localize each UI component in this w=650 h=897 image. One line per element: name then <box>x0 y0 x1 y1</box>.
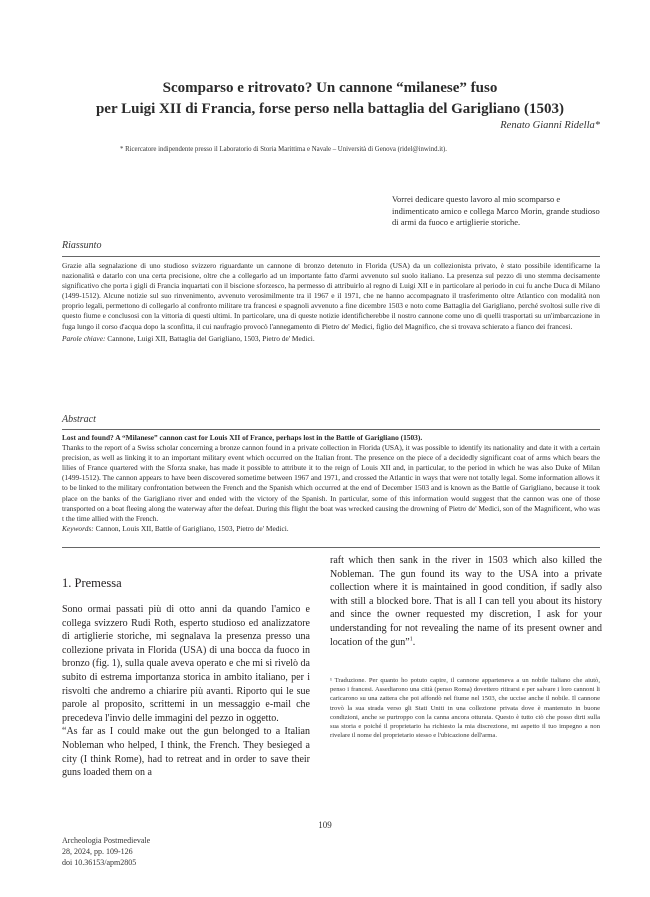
riassunto-keywords-text: Cannone, Luigi XII, Battaglia del Garigliano, 1503, Pietro de' Medici. <box>107 333 315 343</box>
dedication: Vorrei dedicare questo lavoro al mio scomparso e indimenticato amico e collega Marco Morin, grande studioso di armi da fuoco e artiglierie storiche. <box>392 194 600 227</box>
article-title <box>60 78 600 120</box>
abstract-rule <box>62 429 600 430</box>
riassunto-rule <box>62 256 600 257</box>
paragraph-2: “As far as I could make out the gun belonged to a Italian Nobleman who helped, I think, the French. They besieged a city (I think Rome), had to retreat and in order to save their guns loaded them on a <box>62 726 310 779</box>
abstract-heading: Abstract <box>62 414 96 425</box>
abstract-bottom-rule <box>62 547 600 548</box>
column-left <box>62 603 310 780</box>
riassunto-keywords <box>62 334 600 344</box>
journal-issue: 28, 2024, pp. 109-126 <box>62 847 133 856</box>
page-number: 109 <box>318 820 332 830</box>
abstract-body <box>62 433 600 534</box>
journal-name: Archeologia Postmedievale <box>62 836 151 845</box>
section-title: 1. Premessa <box>62 576 122 590</box>
riassunto-keywords-label: Parole chiave: <box>62 333 106 343</box>
author-affiliation: * Ricercatore indipendente presso il Laboratorio di Storia Marittima e Navale – Università di Genova (ridel@inwind.it). <box>120 146 447 153</box>
abstract-keywords <box>62 524 600 534</box>
abstract-keywords-text: Cannon, Louis XII, Battle of Garigliano, 1503, Pietro de' Medici. <box>95 523 289 533</box>
riassunto-body <box>62 261 600 344</box>
abstract-title: Lost and found? A “Milanese” cannon cast for Louis XII of France, perhaps lost in the Battle of Garigliano (1503). <box>62 433 423 442</box>
riassunto-text: Grazie alla segnalazione di uno studioso svizzero riguardante un cannone di bronzo detenuto in Florida (USA) da un collezionista privato, è stato possibile identificarne la nazionalità e datarlo con una certa precisione, oltre che a collegarlo ad un importante fatto d'armi avvenuto sul suolo italiano. La presenza sul pezzo di uno stemma decisamente significativo che porta i gigli di Francia inquartati con il biscione sforzesco, ha permesso di attribuirlo al regno di Luigi XII e in particolare al periodo in cui fu anche Duca di Milano (1499-1512). Alcune notizie sul suo rinvenimento, avvenuto verosimilmente tra il 1967 e il 1971, che ne hanno accompagnato il trasferimento oltre Atlantico con modalità non proprio legali, permettono di collegarlo al confronto militare tra francesi e spagnoli avvenuto a fine dicembre 1503 e noto come Battaglia del Garigliano, perché svoltosi sulle rive di questo fiume e conclusosi con la vittoria di questi ultimi. In particolare, una di queste notizie identificherebbe il nostro cannone come uno di quelli trasportati su un'imbarcazione in fuga lungo il corso d'acqua dopo la sconfitta, il cui naufragio provocò l'annegamento di Pietro de' Medici, figlio del Magnifico, che si trovava schierato a fianco dei francesi. <box>62 261 600 331</box>
footnote-ref: 1 <box>409 636 413 643</box>
footnote: ¹ Traduzione. Per quanto ho potuto capire, il cannone apparteneva a un nobile italiano che aiutò, penso i francesi. Assediarono una città (penso Roma) dovettero ritirarsi e per salvare i loro cannoni li caricarono su una zattera che poi affondò nel fiume nel 1503, che uccise anche il nobile. Il cannone trovò la sua strada verso gli Stati Uniti in una collezione privata dove è mantenuto in buone condizioni, anche se purtroppo con la canna ancora otturata. Questo è tutto ciò che posso dirti sulla sua storia e poiché il proprietario ha richiesto la mia discrezione, mi aspetto il tuo impegno a non rivelare il nome del proprietario stesso e l'ubicazione dell'arma. <box>330 677 600 740</box>
column-right: raft which then sank in the river in 1503 which also killed the Nobleman. The gun found its way to the USA into a private collection where it is maintained in good condition, if sadly also with still a blocked bore. That is all I can tell you about its history and since the owner requested my discretion, I ask for your understanding for not revealing the name of its present owner and location of the gun”$^1$. <box>330 555 602 648</box>
journal-doi: doi 10.36153/apm2805 <box>62 858 137 867</box>
title-line-1: Scomparso e ritrovato? Un cannone “milanese” fuso <box>162 80 498 96</box>
abstract-keywords-label: Keywords: <box>62 523 94 533</box>
journal-info <box>62 835 150 868</box>
paragraph-continued: raft which then sank in the river in 1503 which also killed the Nobleman. The gun found its way to the USA into a private collection where it is maintained in good condition, if sadly also with still a blocked bore. That is all I can tell you about its history and since the owner requested my discretion, I ask for your understanding for not revealing the name of its present owner and location of the gun” <box>330 555 602 648</box>
abstract-text: Thanks to the report of a Swiss scholar concerning a bronze cannon found in a private collection in Florida (USA), it was possible to identify its nationality and date it with a certain precision, as well as linking it to an important military event which occurred on the Italian front. The presence on the piece of a decidedly significant coat of arms which bears the lilies of France quartered with the Sforza snake, has made it possible to attribute it to the reign of Louis XII and, in particular, to the period in which he was also Duke of Milan (1499-1512). The cannon appears to have been discovered sometime between 1967 and 1971, and crossed the Atlantic in ways that were not totally legal. Some information allows it to be linked to the military confrontation between the French and the Spanish which occurred at the end of December 1503 and is known as the Battle of Garigliano, because it took place on the banks of the Garigliano river and ended with the victory of the Spanish. In particular, some of this information would suggest that the cannon was one of those transported on a boat fleeing along the waterway after the defeat. During this flight the boat was wrecked causing the drowning of Pietro de' Medici, son of the Magnificent, who was t the time allied with the French. <box>62 443 600 523</box>
riassunto-heading: Riassunto <box>62 240 102 251</box>
paragraph-1: Sono ormai passati più di otto anni da quando l'amico e collega svizzero Rudi Roth, esperto studioso ed analizzatore di artiglierie storiche, mi segnalava la presenza presso una collezione privata in Florida (USA) di una bocca da fuoco in bronzo (fig. 1), sulla quale aveva operato e che mi si rivelò da subito di estrema importanza storica in ambito italiano, per i risvolti che andremo a chiarire più avanti. Riporto qui le sue parole al proposito, scrittemi in un messaggio e-mail che precedeva l'invio delle immagini del pezzo in oggetto. <box>62 604 310 724</box>
author-name: Renato Gianni Ridella* <box>500 120 600 131</box>
title-line-2: per Luigi XII di Francia, forse perso nella battaglia del Garigliano (1503) <box>95 101 565 117</box>
